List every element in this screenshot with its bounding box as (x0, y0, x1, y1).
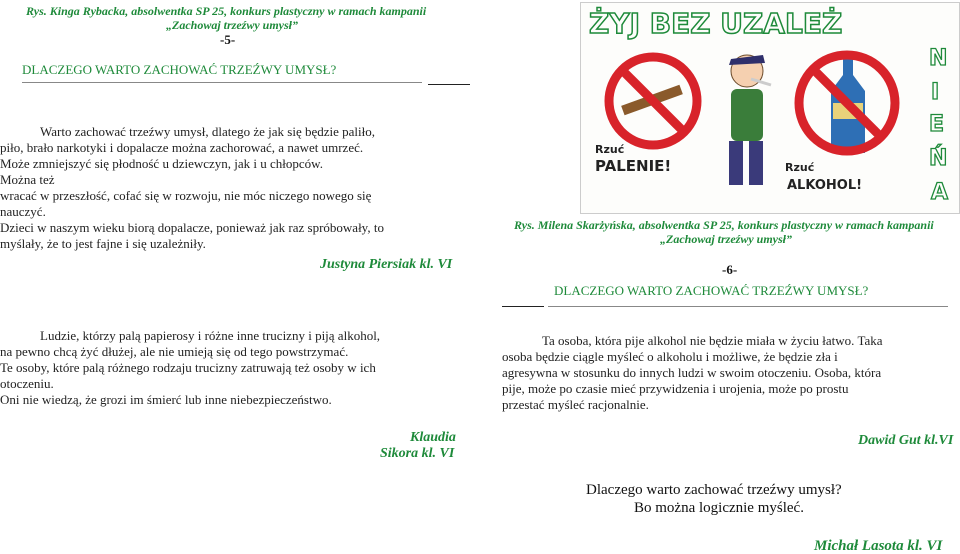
right-author-1: Dawid Gut kl.VI (858, 433, 954, 448)
drawing-side-letter: Ń (929, 146, 948, 171)
drawing-label-smoke-1: Rzuć (595, 143, 625, 156)
left-divider (22, 82, 422, 83)
right-divider (548, 306, 948, 307)
right-page-number: -6- (722, 262, 738, 277)
p1-line-part: Można też (0, 172, 55, 187)
p2-line: otoczeniu. (0, 376, 54, 391)
right-p-line: pije, może po czasie mieć przywidzenia i urojenia, może po prostu (502, 381, 849, 396)
left-short-divider (428, 84, 470, 85)
drawing-side-letter: I (931, 80, 940, 105)
right-p-line: agresywna w stosunku do innych ludzi w swoim otoczeniu. Osoba, która (502, 365, 882, 380)
drawing-label-alcohol-1: Rzuć (785, 161, 815, 174)
p2-line: Oni nie wiedzą, że grozi im śmierć lub inne niebezpieczeństwo. (0, 392, 332, 407)
right-p-line: osoba będzie ciągle myśleć o alkoholu i możliwe, że będzie zła i (502, 349, 838, 364)
right-p-line: Ta osoba, która pije alkohol nie będzie miała w życiu łatwo. Taka (542, 333, 883, 348)
no-alcohol-icon (799, 55, 895, 153)
p2-line: Te osoby, które palą różnego rodzaju trucizny zatruwają też osoby w ich (0, 360, 376, 375)
left-paragraph-1 (0, 124, 480, 252)
closing-answer: Bo można logicznie myśleć. (634, 500, 804, 516)
drawing-svg (581, 3, 960, 214)
left-author-2-line2: Sikora kl. VI (380, 446, 455, 461)
p1-line: Może zmniejszyć się płodność u dziewczyn, jak i u chłopców. (0, 156, 323, 171)
right-heading: DLACZEGO WARTO ZACHOWAĆ TRZEŹWY UMYSŁ? (554, 283, 869, 298)
right-short-divider (502, 306, 544, 307)
p2-line: Ludzie, którzy palą papierosy i różne inne trucizny i piją alkohol, (40, 328, 381, 343)
drawing-side-letter: N (929, 46, 948, 71)
left-caption-line1: Rys. Kinga Rybacka, absolwentka SP 25, konkurs plastyczny w ramach kampanii (26, 4, 427, 18)
boy-figure-icon (729, 55, 771, 185)
p1-line: myślały, że to jest fajne i się uzależniły. (0, 236, 206, 251)
right-paragraph (502, 333, 958, 413)
right-caption-line1: Rys. Milena Skarżyńska, absolwentka SP 25, konkurs plastyczny w ramach kampanii (514, 218, 934, 232)
p1-line: nauczyć. (0, 204, 46, 219)
no-smoking-icon (609, 57, 697, 145)
drawing-title-side (929, 46, 948, 205)
left-author-2-line1: Klaudia (410, 430, 456, 445)
p1-line (0, 172, 480, 188)
drawing-side-letter: E (929, 112, 945, 137)
anti-addiction-drawing (580, 2, 960, 214)
p1-line: wracać w przeszłość, cofać się w rozwoju, nie móc niczego nowego się (0, 188, 372, 203)
p2-line: na pewno chcą żyć dłużej, ale nie umieją się od tego powstrzymać. (0, 344, 349, 359)
right-caption-line2: „Zachowaj trzeźwy umysł” (660, 232, 793, 246)
drawing-label-smoke-2: PALENIE! (595, 157, 672, 175)
left-page-number: -5- (220, 32, 236, 47)
p1-line: Warto zachować trzeźwy umysł, dlatego że jak się będzie paliło, (40, 124, 376, 139)
left-author-1: Justyna Piersiak kl. VI (320, 257, 453, 272)
drawing-label-alcohol-2: ALKOHOL! (787, 178, 863, 193)
left-caption-line2: „Zachowaj trzeźwy umysł” (166, 18, 299, 32)
p1-line: Dzieci w naszym wieku biorą dopalacze, ponieważ jak raz spróbowały, to (0, 220, 384, 235)
right-p-line: przestać myśleć racjonalnie. (502, 397, 649, 412)
p1-line: piło, brało narkotyki i dopalacze można zachorować, a nawet umrzeć. (0, 140, 364, 155)
left-heading: DLACZEGO WARTO ZACHOWAĆ TRZEŹWY UMYSŁ? (22, 62, 337, 77)
drawing-side-letter: A (931, 180, 949, 205)
left-paragraph-2 (0, 328, 460, 408)
closing-question: Dlaczego warto zachować trzeźwy umysł? (586, 482, 842, 498)
drawing-title-top: ŻYJ BEZ UZALEŻ (589, 7, 843, 40)
right-author-2: Michał Lasota kl. VI (814, 538, 943, 554)
